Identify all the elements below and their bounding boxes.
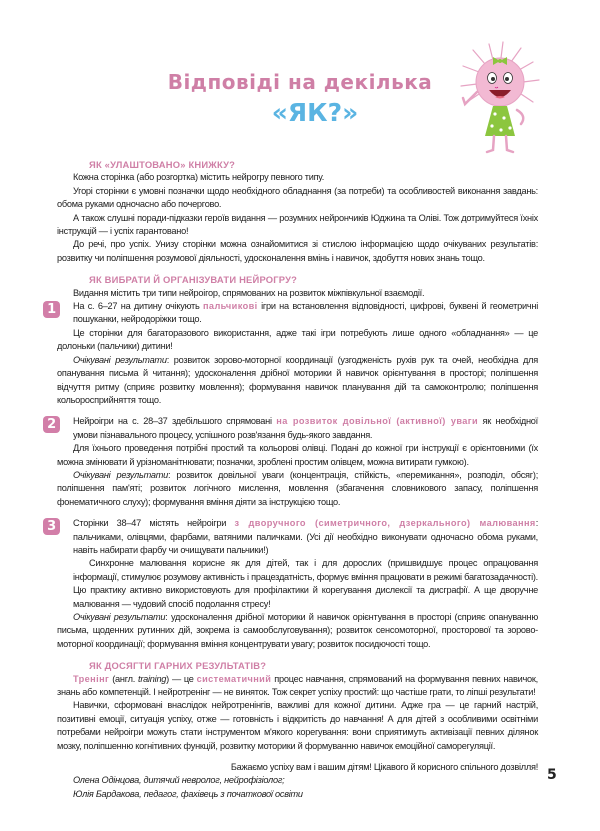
section-choose-game	[47, 273, 539, 651]
paragraph: На с. 6–27 на дитину очікують пальчикові ігри на встановлення відповідності, цифрові, буквені й геометричні пошуканки, нейродоріжки тощо.	[73, 301, 538, 325]
number-badge: 1	[43, 301, 60, 318]
game-type-2	[47, 415, 538, 442]
highlight: на розвиток довільної (активної) уваги	[276, 416, 479, 427]
article-body	[47, 158, 539, 801]
section-heading: ЯК «УЛАШТОВАНО» КНИЖКУ?	[89, 159, 236, 170]
game-type-3	[47, 517, 538, 611]
paragraph: Навички, сформовані внаслідок нейротренінгів, важливі для кожної дитини. Адже гра — це гарний настрій, позитивні емоції, ситуація успіху, отже — готовність і відкритість до навчання! А для дітей з особливими освітніми потребами нейроігри можуть стати інструментом м'якого корегування: вони сприятимуть активізації певних ділянок мозку, поліпшенню когнітивних функцій, розвитку моторики й формуванню навичок емоційної саморегуляції.	[57, 700, 538, 751]
number-badge: 2	[43, 416, 60, 433]
paragraph: Угорі сторінки є умовні позначки щодо необхідного обладнання (за потреби) та особливостей виконання завдань: обома руками одночасно або почергово.	[57, 185, 538, 210]
expected-results: Очікувані результати: розвиток зорово-моторної координації (узгодженість рухів рук та очей, необхідна для опанування письма й читання); удосконалення дрібної моторики й навичок орієнтування в просторі; поліпшення відчуття ритму (сприяє розвитку мовлення); формування навичок планування дій та самоконтролю; поліпшення кольоросприйняття тощо.	[57, 354, 538, 405]
expected-results: Очікувані результати: удосконалення дрібної моторики й навичок орієнтування в просторі (сприяє опануванню письма, щоденних рутинних дій, зокрема із самообслуговування); розвиток сенсомоторної, просторової та зорово-моторної координації; формування вміння концентрувати увагу; розвиток посидючості тощо.	[57, 612, 538, 649]
section-book-structure	[57, 158, 538, 265]
highlight: з дворучного (симетричного, дзеркального) малювання	[234, 518, 536, 529]
paragraph: До речі, про успіх. Унизу сторінки можна ознайомитися зі стислою інформацією щодо очікуваних результатів: розвитку чи поліпшення розумової діяльності, удосконалення вмінь і навичок, здобуття нових знань тощо.	[57, 239, 538, 263]
page-number: 5	[547, 767, 557, 783]
paragraph: Сторінки 38–47 містять нейроігри з дворучного (симетричного, дзеркального) малювання: пальчиками, олівцями, фарбами, ватяними паличками. (Усі дії необхідно виконувати одночасно обома руками, навіть набирати фарбу чи очищувати пальчики!)	[73, 518, 538, 555]
paragraph: Кожна сторінка (або розгортка) містить нейрогру певного типу.	[73, 172, 325, 183]
paragraph: Для їхнього проведення потрібні простий та кольорові олівці. Подані до кожної гри інструкції є орієнтовними (їх можна змінювати й урізноманітнювати; позначки, зроблені простим олівцем, можна витирати гумкою).	[57, 443, 538, 467]
paragraph: Це сторінки для багаторазового використання, адже такі ігри потребують лише одного «обладнання» — це долоньки (пальчики) дитини!	[57, 327, 538, 352]
section-heading: ЯК ДОСЯГТИ ГАРНИХ РЕЗУЛЬТАТІВ?	[89, 660, 267, 672]
closing-wish: Бажаємо успіху вам і вашим дітям! Цікавого й корисного спільного дозвілля!	[230, 762, 538, 773]
pink-girl-neuron-mascot-icon	[455, 40, 545, 160]
section-good-results	[57, 659, 538, 753]
author-signature: Юлія Бардакова, педагог, фахівець з початкової освіти	[73, 788, 303, 799]
highlight: систематичний	[196, 673, 272, 684]
paragraph: Тренінг (англ. training) — це систематичний процес навчання, спрямований на формування певних навичок, знань або компетенцій. І нейротренінг — не виняток. Тож секрет успіху простий: що частіше грати, то ліпші результати!	[57, 673, 538, 698]
paragraph: Видання містить три типи нейроігор, спрямованих на розвиток міжпівкульної взаємодії.	[73, 287, 425, 298]
number-badge: 3	[43, 518, 60, 535]
page-title	[150, 70, 450, 128]
author-signature: Олена Одінцова, дитячий невролог, нейрофізіолог;	[73, 775, 285, 786]
section-heading: ЯК ВИБРАТИ Й ОРГАНІЗУВАТИ НЕЙРОГРУ?	[89, 274, 298, 286]
paragraph: Синхронне малювання корисне як для дітей, так і для дорослих (пришвидшує процес опрацювання інформації, стимулює розумову активність і працездатність, формує вміння працювати в режимі багатозадачності). Цю практику активно використовують для профілактики й корегування дислексії та дисграфії. А ще дворучне малювання — чудовий спосіб подолання стресу!	[73, 558, 538, 609]
expected-results: Очікувані результати: розвиток довільної уваги (концентрація, стійкість, «перемикання», розподіл, обсяг); поліпшення пам'яті; розвиток логічного мислення, мовлення (збагачення словникового запасу, поліпшення фонематичного слуху); формування вміння діяти за інструкцією тощо.	[57, 469, 539, 507]
title-line-2: «ЯК?»	[271, 98, 359, 127]
paragraph: А також слушні поради-підказки героїв видання — розумних нейрончиків Юджина та Оліві. Тож дотримуйтеся їхніх інструкцій — і успіх гарантовано!	[57, 212, 538, 237]
game-type-1	[47, 300, 538, 327]
highlight: Тренінг	[73, 673, 110, 684]
highlight: пальчикові	[202, 301, 258, 312]
paragraph: Нейроігри на с. 28–37 здебільшого спрямовані на розвиток довільної (активної) уваги як необхідної умови пізнавального процесу, успішного розв'язання будь-якого завдання.	[73, 416, 538, 440]
title-line-1: Відповіді на декілька	[167, 70, 433, 94]
